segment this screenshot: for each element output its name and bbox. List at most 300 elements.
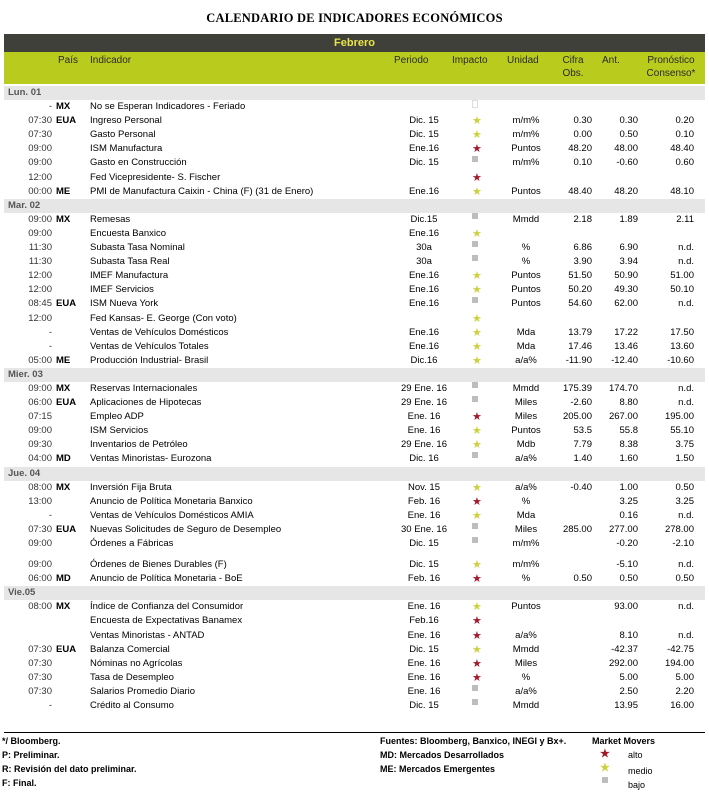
- table-row: [4, 699, 705, 713]
- previous-cell: 50.90: [614, 270, 638, 282]
- indicator-cell: ISM Nueva York: [90, 298, 159, 310]
- unit-cell: Mmdd: [512, 213, 540, 225]
- indicator-cell: Remesas: [90, 213, 131, 225]
- previous-cell: 2.50: [619, 685, 638, 697]
- header-unidad: Unidad: [507, 55, 539, 66]
- observed-cell: 53.5: [573, 425, 592, 437]
- time-cell: 07:30: [28, 671, 52, 683]
- day-header: [4, 586, 705, 600]
- forecast-cell: 5.00: [675, 671, 694, 683]
- table-row: 07:15 Empleo ADP Ene. 16 Miles 205.00 267.00 195.00 ★: [4, 410, 705, 424]
- period-cell: Dic. 16: [409, 453, 439, 465]
- unit-cell: Puntos: [511, 143, 541, 155]
- forecast-cell: n.d.: [678, 601, 694, 613]
- indicator-cell: Ventas de Vehículos Domésticos: [90, 326, 229, 338]
- period-cell: Ene. 16: [407, 601, 441, 613]
- period-cell: Ene. 16: [407, 657, 441, 669]
- observed-cell: 48.20: [568, 143, 592, 155]
- previous-cell: 3.94: [619, 256, 638, 268]
- indicator-cell: Nuevas Solicitudes de Seguro de Desempleo: [90, 523, 282, 535]
- row-spacer: [4, 551, 705, 558]
- observed-cell: 3.90: [573, 256, 592, 268]
- forecast-cell: 13.60: [670, 340, 694, 352]
- previous-cell: 13.95: [614, 700, 638, 712]
- forecast-cell: 55.10: [670, 425, 694, 437]
- period-cell: Dic. 15: [409, 538, 439, 549]
- day-header: [4, 86, 705, 100]
- indicator-cell: Inversión Fija Bruta: [90, 481, 172, 493]
- previous-cell: 5.00: [619, 671, 638, 683]
- forecast-cell: 51.00: [670, 270, 694, 282]
- table-row: 07:30 EUA Ingreso Personal Dic. 15 m/m% 0.30 0.30 0.20 ★: [4, 114, 705, 128]
- forecast-cell: 0.10: [675, 129, 694, 141]
- time-cell: 12:00: [28, 270, 52, 282]
- unit-cell: a/a%: [515, 685, 537, 697]
- previous-cell: 1.60: [619, 453, 638, 465]
- period-cell: Dic. 15: [409, 643, 439, 655]
- period-cell: 29 Ene. 16: [401, 382, 447, 394]
- previous-cell: 8.80: [619, 397, 638, 409]
- time-cell: 09:00: [28, 227, 52, 239]
- unit-cell: Puntos: [511, 270, 541, 282]
- time-cell: 04:00: [28, 453, 52, 465]
- period-cell: Ene. 16: [407, 509, 441, 521]
- legend-alto: alto: [628, 750, 643, 760]
- indicator-cell: Empleo ADP: [90, 411, 144, 423]
- period-cell: Ene.16: [408, 270, 440, 282]
- header-impacto: Impacto: [452, 55, 488, 66]
- table-row: Ventas Minoristas - ANTAD Ene. 16 a/a% 8.10 n.d. ★: [90, 629, 694, 642]
- table-row: 09:00 ISM Servicios Ene. 16 Puntos 53.5 55.8 55.10 ★: [4, 424, 705, 438]
- previous-cell: 8.10: [619, 629, 638, 641]
- observed-cell: 1.40: [573, 453, 592, 465]
- table-row: 05:00 ME Producción Industrial- Brasil Dic.16 a/a% -11.90 -12.40 -10.60 ★: [4, 354, 705, 368]
- forecast-cell: -42.75: [667, 643, 694, 655]
- period-cell: Ene.16: [408, 284, 440, 296]
- legend-medio: medio: [628, 766, 653, 776]
- time-cell: 09:00: [28, 538, 52, 549]
- country-cell: EUA: [56, 298, 77, 310]
- legend-me: ME: Mercados Emergentes: [380, 764, 496, 774]
- previous-cell: 17.22: [614, 326, 638, 338]
- sources: Fuentes: Bloomberg, Banxico, INEGI y Bx+.: [380, 736, 567, 746]
- indicator-cell: Subasta Tasa Nominal: [90, 242, 185, 254]
- table-row: [4, 100, 705, 114]
- table-row: - Ventas de Vehículos Totales Ene.16 Mda 17.46 13.46 13.60 ★: [4, 340, 705, 354]
- time-cell: 08:00: [28, 481, 52, 493]
- table-row: [4, 382, 705, 396]
- period-cell: Feb. 16: [407, 495, 441, 507]
- forecast-cell: 195.00: [664, 411, 694, 423]
- previous-cell: 267.00: [608, 411, 638, 423]
- country-cell: MX: [56, 213, 71, 225]
- forecast-cell: n.d.: [678, 382, 694, 394]
- time-cell: 07:30: [28, 685, 52, 697]
- unit-cell: Miles: [514, 657, 538, 669]
- indicator-cell: Ventas de Vehículos Totales: [90, 340, 209, 352]
- observed-cell: 13.79: [568, 326, 592, 338]
- time-cell: 07:30: [28, 115, 52, 127]
- period-cell: Dic.15: [410, 213, 438, 225]
- unit-cell: Miles: [514, 397, 538, 409]
- observed-cell: 6.86: [573, 242, 592, 254]
- forecast-cell: n.d.: [678, 298, 694, 310]
- indicator-table: [4, 86, 705, 713]
- indicator-cell: IMEF Servicios: [90, 284, 154, 296]
- indicator-cell: Subasta Tasa Real: [90, 256, 170, 268]
- observed-cell: 0.00: [573, 129, 592, 141]
- market-movers-title: Market Movers: [592, 736, 656, 746]
- time-cell: 07:30: [28, 643, 52, 655]
- table-row: 08:00 MX Inversión Fija Bruta Nov. 15 a/a% -0.40 1.00 0.50 ★: [4, 481, 705, 495]
- month-bar: Febrero: [4, 34, 705, 52]
- indicator-cell: Balanza Comercial: [90, 643, 170, 655]
- forecast-cell: 50.10: [670, 284, 694, 296]
- observed-cell: -0.40: [570, 481, 592, 493]
- observed-cell: 7.79: [573, 439, 592, 451]
- indicator-cell: Ventas de Vehículos Domésticos AMIA: [90, 509, 254, 521]
- unit-cell: a/a%: [515, 629, 537, 641]
- forecast-cell: 0.50: [675, 573, 694, 585]
- previous-cell: 93.00: [614, 601, 638, 613]
- forecast-cell: 48.40: [670, 143, 694, 155]
- time-cell: 06:00: [28, 573, 52, 585]
- table-row: 09:30 Inventarios de Petróleo 29 Ene. 16 Mdb 7.79 8.38 3.75 ★: [4, 438, 705, 452]
- time-cell: 09:00: [28, 157, 52, 169]
- unit-cell: %: [521, 573, 531, 585]
- unit-cell: m/m%: [512, 129, 540, 141]
- previous-cell: 55.8: [619, 425, 638, 437]
- country-cell: EUA: [56, 397, 77, 409]
- observed-cell: -2.60: [570, 397, 592, 409]
- previous-cell: 0.50: [619, 129, 638, 141]
- table-row: 09:00 Encuesta Banxico Ene.16 ★: [4, 227, 705, 241]
- time-cell: -: [48, 340, 52, 352]
- time-cell: 08:00: [28, 601, 52, 613]
- forecast-cell: -10.60: [667, 354, 694, 366]
- page-title: CALENDARIO DE INDICADORES ECONÓMICOS: [206, 11, 503, 25]
- time-cell: 09:00: [28, 143, 52, 155]
- country-cell: MX: [56, 601, 71, 613]
- previous-cell: 0.50: [619, 573, 638, 585]
- table-row: [4, 523, 705, 537]
- period-cell: 30a: [416, 256, 432, 268]
- previous-cell: 3.25: [619, 495, 638, 507]
- previous-cell: 174.70: [608, 382, 638, 394]
- observed-cell: 17.46: [568, 340, 592, 352]
- forecast-cell: 0.50: [675, 481, 694, 493]
- unit-cell: Puntos: [511, 425, 541, 437]
- header-indicador: Indicador: [90, 55, 132, 66]
- forecast-cell: 0.60: [675, 157, 694, 169]
- time-cell: 09:00: [28, 559, 52, 571]
- table-row: 13:00 Anuncio de Política Monetaria Banxico Feb. 16 % 3.25 3.25 ★: [4, 495, 705, 509]
- time-cell: 08:45: [28, 298, 52, 310]
- forecast-cell: n.d.: [678, 629, 694, 641]
- table-row: 08:00 MX Índice de Confianza del Consumidor Ene. 16 Puntos 93.00 n.d. ★: [4, 600, 705, 614]
- forecast-cell: n.d.: [678, 397, 694, 409]
- observed-cell: 175.39: [562, 382, 592, 394]
- unit-cell: Puntos: [511, 284, 541, 296]
- period-cell: Dic.16: [410, 354, 438, 366]
- time-cell: 06:00: [28, 397, 52, 409]
- table-row: 07:30 Nóminas no Agrícolas Ene. 16 Miles 292.00 194.00 ★: [4, 657, 705, 671]
- time-cell: 09:00: [28, 382, 52, 394]
- note-final: F: Final.: [2, 778, 37, 788]
- table-row: [4, 297, 705, 311]
- table-row: [4, 396, 705, 410]
- table-row: 07:30 Gasto Personal Dic. 15 m/m% 0.00 0.50 0.10 ★: [4, 128, 705, 142]
- unit-cell: Mmdd: [512, 700, 540, 712]
- observed-cell: 0.10: [573, 157, 592, 169]
- indicator-cell: PMI de Manufactura Caixin - China (F) (31 de Enero): [90, 185, 314, 197]
- indicator-cell: Crédito al Consumo: [90, 700, 174, 712]
- time-cell: 12:00: [28, 312, 52, 324]
- country-cell: MX: [56, 382, 71, 394]
- period-cell: 29 Ene. 16: [401, 439, 447, 451]
- previous-cell: 48.00: [614, 143, 638, 155]
- indicator-cell: Anuncio de Política Monetaria Banxico: [90, 495, 253, 507]
- previous-cell: 13.46: [614, 340, 638, 352]
- unit-cell: Puntos: [511, 185, 541, 197]
- unit-cell: m/m%: [512, 559, 540, 571]
- forecast-cell: 16.00: [670, 700, 694, 712]
- legend-bajo: bajo: [628, 780, 646, 790]
- observed-cell: 205.00: [562, 411, 592, 423]
- country-cell: EUA: [56, 643, 77, 655]
- unit-cell: %: [521, 671, 531, 683]
- table-row: 00:00 ME PMI de Manufactura Caixin - China (F) (31 de Enero) Ene.16 Puntos 48.40 48.20 48.10 ★: [4, 185, 705, 199]
- footer-divider: [4, 732, 705, 733]
- indicator-cell: Índice de Confianza del Consumidor: [90, 601, 244, 613]
- period-cell: Ene.16: [408, 340, 440, 352]
- period-cell: 29 Ene. 16: [401, 397, 447, 409]
- country-cell: ME: [56, 354, 71, 366]
- table-row: - Ventas de Vehículos Domésticos Ene.16 Mda 13.79 17.22 17.50 ★: [4, 326, 705, 340]
- previous-cell: 292.00: [608, 657, 638, 669]
- forecast-cell: 2.20: [675, 685, 694, 697]
- time-cell: 13:00: [28, 495, 52, 507]
- unit-cell: m/m%: [512, 157, 540, 169]
- period-cell: Ene.16: [408, 298, 440, 310]
- time-cell: 00:00: [28, 185, 52, 197]
- period-cell: Ene. 16: [407, 425, 441, 437]
- forecast-cell: 194.00: [664, 657, 694, 669]
- forecast-cell: 1.50: [675, 453, 694, 465]
- indicator-cell: Encuesta de Expectativas Banamex: [90, 615, 243, 627]
- table-row: [4, 213, 705, 227]
- day-label: Vie.05: [8, 587, 36, 599]
- unit-cell: Mda: [516, 340, 536, 352]
- table-row: [4, 685, 705, 699]
- table-row: 07:30 Tasa de Desempleo Ene. 16 % 5.00 5.00 ★: [4, 671, 705, 685]
- time-cell: 05:00: [28, 354, 52, 366]
- time-cell: -: [48, 326, 52, 338]
- period-cell: Dic. 15: [409, 157, 439, 169]
- country-cell: MX: [56, 101, 71, 113]
- table-row: 12:00 Fed Kansas- E. George (Con voto) ★: [4, 312, 705, 326]
- country-cell: MD: [56, 573, 71, 585]
- country-cell: ME: [56, 185, 71, 197]
- period-cell: Feb.16: [409, 615, 439, 627]
- observed-cell: 0.30: [573, 115, 592, 127]
- forecast-cell: 17.50: [670, 326, 694, 338]
- time-cell: 12:00: [28, 284, 52, 296]
- table-row: 12:00 Fed Vicepresidente- S. Fischer ★: [4, 171, 705, 185]
- forecast-cell: 48.10: [670, 185, 694, 197]
- period-cell: Ene. 16: [407, 411, 441, 423]
- observed-cell: 48.40: [568, 185, 592, 197]
- header-periodo: Periodo: [394, 55, 429, 66]
- indicator-cell: IMEF Manufactura: [90, 270, 169, 282]
- observed-cell: 285.00: [562, 523, 592, 535]
- observed-cell: -11.90: [565, 354, 592, 366]
- time-cell: 09:00: [28, 213, 52, 225]
- previous-cell: 277.00: [608, 523, 638, 535]
- day-label: Lun. 01: [8, 87, 42, 98]
- table-row: [4, 255, 705, 269]
- forecast-cell: n.d.: [678, 509, 694, 521]
- forecast-cell: 3.25: [675, 495, 694, 507]
- previous-cell: 62.00: [614, 298, 638, 310]
- unit-cell: Miles: [514, 523, 538, 535]
- indicator-cell: Nóminas no Agrícolas: [90, 657, 183, 669]
- period-cell: Ene.16: [408, 326, 440, 338]
- table-header: [4, 52, 705, 84]
- indicator-cell: Órdenes a Fábricas: [90, 538, 174, 549]
- time-cell: 07:30: [28, 657, 52, 669]
- unit-cell: %: [521, 256, 531, 268]
- star-medio-icon: ★: [600, 762, 610, 774]
- unit-cell: Mmdd: [512, 382, 540, 394]
- previous-cell: 48.20: [614, 185, 638, 197]
- observed-cell: 50.20: [568, 284, 592, 296]
- indicator-cell: Salarios Promedio Diario: [90, 685, 196, 697]
- time-cell: -: [48, 509, 52, 521]
- legend-md: MD: Mercados Desarrollados: [380, 750, 505, 760]
- indicator-cell: Encuesta Banxico: [90, 227, 167, 239]
- forecast-cell: 278.00: [664, 523, 694, 535]
- table-row: 09:00 ISM Manufactura Ene.16 Puntos 48.20 48.00 48.40 ★: [4, 142, 705, 156]
- unit-cell: %: [521, 495, 531, 507]
- period-cell: Ene.16: [408, 227, 440, 239]
- day-label: Jue. 04: [8, 467, 41, 479]
- header-ant: Ant.: [602, 55, 620, 66]
- previous-cell: 8.38: [619, 439, 638, 451]
- country-cell: MX: [56, 481, 71, 493]
- table-row: 09:00 Órdenes de Bienes Durables (F) Dic. 15 m/m% -5.10 n.d. ★: [4, 558, 705, 572]
- period-cell: Ene.16: [408, 143, 440, 155]
- table-row: - Ventas de Vehículos Domésticos AMIA Ene. 16 Mda 0.16 n.d. ★: [4, 509, 705, 523]
- time-cell: -: [48, 700, 52, 712]
- day-header: [4, 368, 705, 382]
- time-cell: 09:30: [28, 439, 52, 451]
- star-alto-icon: ★: [600, 748, 610, 760]
- period-cell: Feb. 16: [407, 573, 441, 585]
- period-cell: Dic. 15: [409, 559, 439, 571]
- indicator-cell: ISM Manufactura: [90, 143, 163, 155]
- unit-cell: a/a%: [515, 481, 537, 493]
- note-revision: R: Revisión del dato preliminar.: [2, 764, 137, 774]
- unit-cell: m/m%: [512, 538, 540, 549]
- country-cell: EUA: [56, 115, 77, 127]
- day-label: Mar. 02: [8, 199, 41, 211]
- unit-cell: a/a%: [515, 354, 537, 366]
- note-preliminar: P: Preliminar.: [2, 750, 60, 760]
- time-cell: -: [48, 101, 52, 113]
- period-cell: Ene.16: [408, 185, 440, 197]
- indicator-cell: Fed Kansas- E. George (Con voto): [90, 312, 237, 324]
- indicator-cell: Producción Industrial- Brasil: [90, 354, 209, 366]
- unit-cell: Mda: [516, 326, 536, 338]
- indicator-cell: Tasa de Desempleo: [90, 671, 174, 683]
- table-row: 06:00 MD Anuncio de Política Monetaria - BoE Feb. 16 % 0.50 0.50 0.50 ★: [4, 572, 705, 586]
- period-cell: Dic. 15: [409, 115, 439, 127]
- previous-cell: 1.89: [619, 213, 638, 225]
- header-pronostico: Pronóstico Consenso*: [646, 55, 696, 79]
- unit-cell: Puntos: [511, 298, 541, 310]
- period-cell: Dic. 15: [409, 700, 439, 712]
- unit-cell: Mda: [516, 509, 536, 521]
- day-label: Mier. 03: [8, 368, 43, 380]
- previous-cell: -5.10: [616, 559, 638, 571]
- header-pais: País: [58, 55, 79, 66]
- table-row: Encuesta de Expectativas Banamex Feb.16 ★: [90, 615, 482, 628]
- time-cell: 09:00: [28, 425, 52, 437]
- table-row: 12:00 IMEF Servicios Ene.16 Puntos 50.20 49.30 50.10 ★: [4, 283, 705, 297]
- header-cifra: Cifra Obs.: [562, 55, 584, 79]
- indicator-cell: Ventas Minoristas - ANTAD: [90, 629, 205, 641]
- previous-cell: 0.30: [619, 115, 638, 127]
- indicator-cell: Gasto Personal: [90, 129, 156, 141]
- table-row: [4, 156, 705, 170]
- observed-cell: 54.60: [568, 298, 592, 310]
- forecast-cell: n.d.: [678, 559, 694, 571]
- unit-cell: m/m%: [512, 115, 540, 127]
- forecast-cell: 2.11: [676, 213, 694, 225]
- table-row: [4, 537, 705, 551]
- day-header: [4, 199, 705, 213]
- indicator-cell: Órdenes de Bienes Durables (F): [90, 559, 227, 571]
- previous-cell: -12.40: [611, 354, 638, 366]
- note-bloomberg: */ Bloomberg.: [2, 736, 61, 746]
- observed-cell: 2.18: [573, 213, 592, 225]
- period-cell: 30a: [416, 242, 432, 254]
- forecast-cell: n.d.: [678, 256, 694, 268]
- period-cell: Ene. 16: [407, 629, 441, 641]
- previous-cell: 6.90: [619, 242, 638, 254]
- indicator-cell: Gasto en Construcción: [90, 157, 187, 169]
- unit-cell: Mmdd: [512, 643, 540, 655]
- period-cell: Dic. 15: [409, 129, 439, 141]
- unit-cell: %: [521, 242, 531, 254]
- previous-cell: -42.37: [611, 643, 638, 655]
- period-cell: Ene. 16: [407, 671, 441, 683]
- indicator-cell: Anuncio de Política Monetaria - BoE: [90, 573, 243, 585]
- indicator-cell: ISM Servicios: [90, 425, 149, 437]
- indicator-cell: Ventas Minoristas- Eurozona: [90, 453, 212, 465]
- day-header: [4, 467, 705, 481]
- previous-cell: -0.20: [616, 538, 638, 549]
- table-row: [4, 241, 705, 255]
- observed-cell: 0.50: [573, 573, 592, 585]
- time-cell: 11:30: [28, 242, 52, 254]
- period-cell: Ene. 16: [407, 685, 441, 697]
- forecast-cell: 3.75: [675, 439, 694, 451]
- period-cell: 30 Ene. 16: [401, 523, 447, 535]
- country-cell: EUA: [56, 523, 77, 535]
- country-cell: MD: [56, 453, 71, 465]
